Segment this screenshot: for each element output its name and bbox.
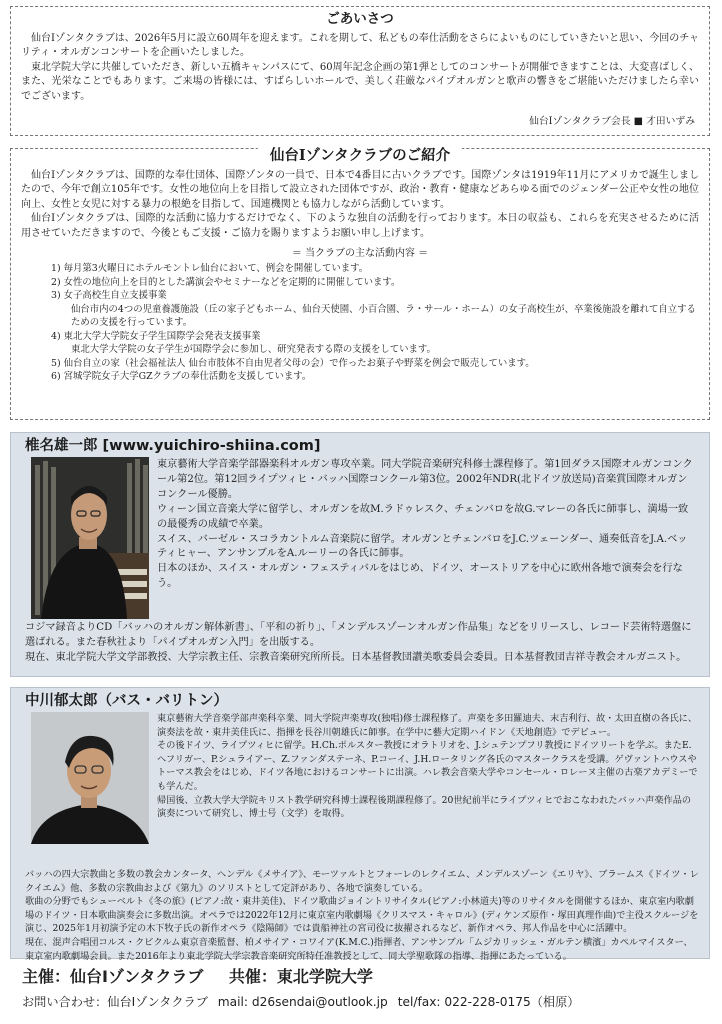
activity-item [51, 357, 699, 371]
club-intro-box [10, 148, 710, 420]
baritone-photo [31, 712, 149, 844]
bio-paragraph: 歌曲の分野でもシューベルト《冬の旅》(ピアノ:故・東井美佳)、ドイツ歌曲ジョイントリサイタル(ピアノ:小林道夫)等のリサイタルを開催するほか、東京室内歌劇場のドイツ・日本歌曲演奏会に多数出演。オペラでは2022年12月に東京室内歌劇場《クリスマス・キャロル》(ディケンズ原作・塚田真理作曲)で主役スクルージを演じ、2025年1月初演予定の木下牧子氏の新作オペラ《陰陽師》では貴船神社の宮司役に抜擢されるなど、新作オペラ、邦人作品を中心に活躍中。 [25, 896, 699, 935]
greeting-box [10, 6, 710, 136]
greeting-title: ごあいさつ [314, 10, 406, 28]
performer-name: 椎名雄一郎 [www.yuichiro-shiina.com] [25, 438, 321, 454]
activity-text: 1) 毎月第3火曜日にホテルモントレ仙台において、例会を開催しています。 [51, 263, 369, 275]
bio-paragraph: 現在、東北学院大学文学部教授、大学宗教主任、宗教音楽研究所所長。日本基督教団讃美歌委員会委員。日本基督教団吉祥寺教会オルガニスト。 [25, 651, 687, 663]
activity-item [51, 289, 699, 330]
greeting-paragraph: 東北学院大学に共催していただき、新しい五橋キャンパスにて、60周年記念企画の第1弾としてのコンサートが開催できますことは、大変喜ばしく、また、光栄なことでもあります。ご来場の皆様には、すばらしいホールで、美しく荘厳なパイプオルガンと歌声の響きをご堪能いただけましたら幸いでございます。 [21, 61, 699, 102]
activity-item [51, 330, 699, 357]
organizer-text: 主催：仙台Iゾンタクラブ [22, 967, 204, 986]
baritone-bio-full [25, 868, 699, 963]
cosponsor-text: 共催：東北学院大学 [228, 967, 373, 986]
organist-portrait-image [31, 457, 149, 619]
activity-text: 2) 女性の地位向上を目的とした講演会やセミナーなどを定期的に開催しています。 [51, 276, 401, 288]
contact-label: お問い合わせ：仙台Iゾンタクラブ [22, 995, 208, 1009]
baritone-bio-side [157, 712, 699, 821]
greeting-signature: 仙台Iゾンタクラブ会長 ■ 才田いずみ [529, 116, 695, 127]
sponsors-line [22, 964, 393, 987]
club-intro-body [21, 169, 699, 384]
intro-paragraph: 仙台Iゾンタクラブは、国際的な活動に協力するだけでなく、下のような独自の活動を行っております。本日の収益も、これらを充実させるために活用させていただきますので、今後ともご支援・ご協力を賜りますようお願い申し上げます。 [21, 213, 699, 239]
activity-text: 4) 東北大学大学院女子学生国際学会発表支援事業 [51, 330, 261, 342]
greeting-body [21, 32, 699, 104]
intro-paragraph: 仙台Iゾンタクラブは、国際的な奉仕団体、国際ゾンタの一員で、日本で4番目に古いクラブです。国際ゾンタは1919年11月にアメリカで誕生しましたので、今年で創立105年です。女性の地位向上を目指して設立された団体ですが、政治・教育・健康などあらゆる面でのジェンダー公正や女性の地位向上、女性と女児に対する暴力の根絶を目指して、国連機関とも協力しながら活動しています。 [21, 170, 699, 210]
activity-detail: 東北大学大学院の女子学生が国際学会に参加し、研究発表する際の支援をしています。 [71, 344, 436, 356]
activities-list [21, 262, 699, 384]
activity-text: 3) 女子高校生自立支援事業 [51, 290, 167, 302]
bio-paragraph: 帰国後、立教大学大学院キリスト教学研究科博士課程後期課程修了。20世紀前半にライプツィヒでおこなわれたバッハ声楽作品の演奏について研究し、博士号（文学）を取得。 [157, 794, 692, 820]
organist-bio-side [157, 458, 697, 592]
bio-paragraph: バッハの四大宗教曲と多数の教会カンタータ、ヘンデル《メサイア》、モーツァルトとフォーレのレクイエム、メンデルスゾーン《エリヤ》、ブラームス《ドイツ・レクイエム》他、多数の宗教曲および《第九》のソリストとして定評があり、各地で演奏している。 [25, 869, 699, 894]
activities-title: ＝ 当クラブの主な活動内容 ＝ [291, 248, 429, 260]
activity-detail: 仙台市内の4つの児童養護施設（丘の家子どもホーム、仙台天使園、小百合園、ラ・サール・ホーム）の女子高校生が、卒業後施設を離れて自立するための支援を行っています。 [71, 303, 696, 329]
performer-organist-panel [10, 432, 710, 677]
greeting-paragraph: 仙台Iゾンタクラブは、2026年5月に設立60周年を迎えます。これを期して、私どもの奉仕活動をさらによいものにしていきたいと思い、今回のチャリティ・オルガンコンサートを企画いたしました。 [21, 33, 699, 59]
bio-paragraph: スイス、バーゼル・スコラカントルム音楽院に留学。オルガンとチェンバロをJ.C.ツェーンダー、通奏低音をJ.A.ベッティヒャー、アンサンブルをA.ルーリーの各氏に師事。 [157, 533, 688, 560]
activity-item [51, 370, 699, 384]
contact-mail: mail: d26sendai@outlook.jp [217, 995, 388, 1009]
bio-paragraph: 東京藝術大学音楽学部声楽科卒業、同大学院声楽専攻(独唱)修士課程修了。声楽を多田羅迪夫、末吉利行、故・太田直樹の各氏に、演奏法を故・東井美佳氏に、指揮を長谷川朝雄氏に師事。在学中に藝大定期ハイドン《天地創造》でデビュー。 [157, 713, 698, 738]
contact-line [22, 993, 586, 1010]
organist-photo [31, 457, 149, 619]
club-intro-title: 仙台Iゾンタクラブのご紹介 [258, 147, 462, 165]
bio-paragraph: 東京藝術大学音楽学部器楽科オルガン専攻卒業。同大学院音楽研究科修士課程修了。第1回ダラス国際オルガンコンクール第2位。第12回ライプツィヒ・バッハ国際コンクール第3位。2002年NDR(北ドイツ放送局)音楽賞国際オルガンコンクール優勝。 [157, 459, 693, 500]
contact-tel: tel/fax: 022-228-0175（相原） [397, 995, 580, 1009]
performer-name: 中川郁太郎（バス・バリトン） [25, 693, 228, 709]
activity-text: 5) 仙台自立の家（社会福祉法人 仙台市肢体不自由児者父母の会）で作ったお菓子や野菜を例会で販売しています。 [51, 357, 535, 369]
activity-item [51, 276, 699, 290]
baritone-portrait-image [31, 712, 149, 844]
bio-paragraph: 現在、混声合唱団コルス・クビクルム東京音楽監督、柏メサイア・コワイア(K.M.C.)指揮者、アンサンブル「ムジカリッシェ・ガルテン横濱」カペルマイスター、東京室内歌劇場会員。また2016年より東北学院大学宗教音楽研究所特任准教授として、同大学聖歌隊の指導、指揮にあたっている。 [25, 936, 693, 962]
bio-paragraph: ウィーン国立音楽大学に留学し、オルガンを故M.ラドゥレスク、チェンバロを故G.マレーの各氏に師事し、満場一致の最優秀の成績で卒業。 [157, 503, 689, 530]
performer-baritone-panel [10, 687, 710, 962]
bio-paragraph: その後ドイツ、ライプツィヒに留学。H.Ch.ポルスター教授にオラトリオを、J.シュテンプフリ教授にドイツリートを学ぶ。またE.ヘフリガー、P.シュライアー、Z.ファンダステーネ、P.コーイ、J.H.ロータリング各氏のマスタークラスを受講。ゲヴァントハウスやトーマス教会をはじめ、ドイツ各地におけるコンサートに出演。ハレ教会音楽大学やコンセール・ロレーヌ主催の古楽アカデミーでも学んだ。 [157, 740, 698, 792]
bio-paragraph: コジマ録音よりCD「バッハのオルガン解体新書」、「平和の祈り」、「メンデルスゾーンオルガン作品集」などをリリースし、レコード芸術特選盤に選ばれる。また春秋社より「パイプオルガン入門」を出版する。 [25, 622, 692, 648]
activity-text: 6) 宮城学院女子大学GZクラブの奉仕活動を支援しています。 [51, 371, 312, 383]
organist-bio-full [25, 621, 697, 666]
activity-item [51, 262, 699, 276]
bio-paragraph: 日本のほか、スイス・オルガン・フェスティバルをはじめ、ドイツ、オーストリアを中心に欧州各地で演奏会を行なう。 [157, 563, 683, 590]
